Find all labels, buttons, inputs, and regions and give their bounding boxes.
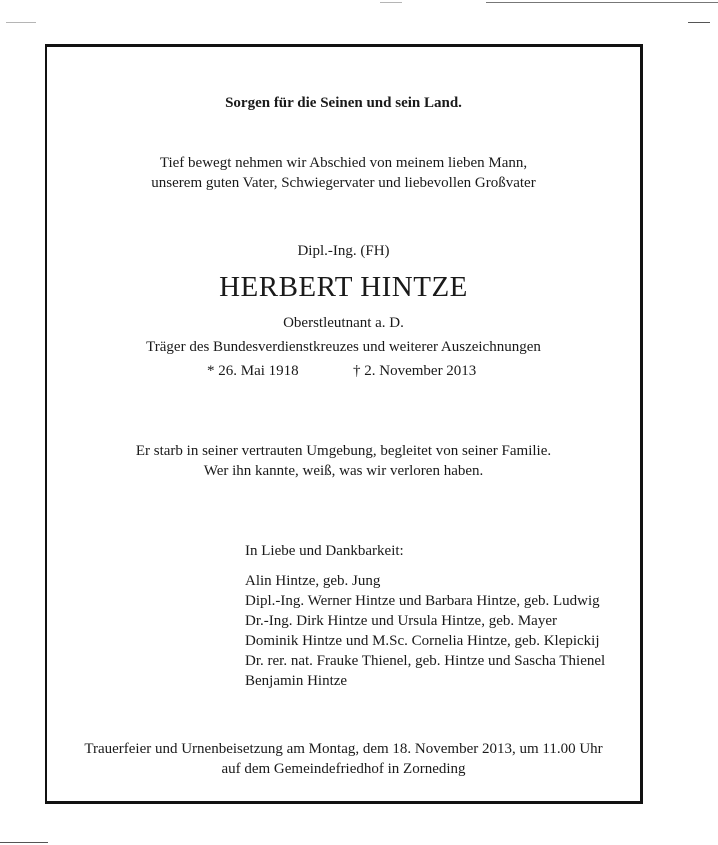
awards-line: Träger des Bundesverdienstkreuzes und weiterer Auszeichnungen xyxy=(146,339,541,355)
academic-title: Dipl.-Ing. (FH) xyxy=(297,243,390,259)
scan-artifact-top-mid xyxy=(380,2,402,3)
mourners-heading: In Liebe und Dankbarkeit: xyxy=(245,543,404,559)
mourner-entry: Benjamin Hintze xyxy=(245,673,348,689)
scan-artifact-top-left xyxy=(6,22,36,23)
mourner-entry: Alin Hintze, geb. Jung xyxy=(245,573,381,589)
intro-line: Tief bewegt nehmen wir Abschied von meinem lieben Mann, xyxy=(159,155,528,171)
passing-text xyxy=(47,441,640,481)
birth-date: * 26. Mai 1918 xyxy=(207,363,299,379)
mourners-block xyxy=(245,541,605,691)
scan-artifact-bottom-left xyxy=(0,842,48,843)
deceased-name: HERBERT HINTZE xyxy=(219,271,468,303)
mourner-entry: Dipl.-Ing. Werner Hintze und Barbara Hintze, geb. Ludwig xyxy=(245,593,600,609)
mourner-entry: Dominik Hintze und M.Sc. Cornelia Hintze, geb. Klepickij xyxy=(245,633,600,649)
passing-line: Er starb in seiner vertrauten Umgebung, begleitet von seiner Familie. xyxy=(135,443,552,459)
obituary-frame xyxy=(45,44,643,804)
intro-text xyxy=(47,153,640,193)
mourner-entry: Dr. rer. nat. Frauke Thienel, geb. Hintze und Sascha Thienel xyxy=(245,653,606,669)
funeral-info xyxy=(47,739,640,779)
death-date: † 2. November 2013 xyxy=(353,363,477,379)
passing-line: Wer ihn kannte, weiß, was wir verloren haben. xyxy=(203,463,484,479)
scan-artifact-top-right xyxy=(486,2,718,3)
scan-artifact-right-mark xyxy=(688,22,710,23)
military-rank: Oberstleutnant a. D. xyxy=(283,315,404,331)
funeral-line: Trauerfeier und Urnenbeisetzung am Montag, dem 18. November 2013, um 11.00 Uhr xyxy=(84,741,603,757)
funeral-line: auf dem Gemeindefriedhof in Zorneding xyxy=(221,761,466,777)
motto: Sorgen für die Seinen und sein Land. xyxy=(225,95,462,111)
mourner-entry: Dr.-Ing. Dirk Hintze und Ursula Hintze, geb. Mayer xyxy=(245,613,557,629)
intro-line: unserem guten Vater, Schwiegervater und liebevollen Großvater xyxy=(151,175,536,191)
